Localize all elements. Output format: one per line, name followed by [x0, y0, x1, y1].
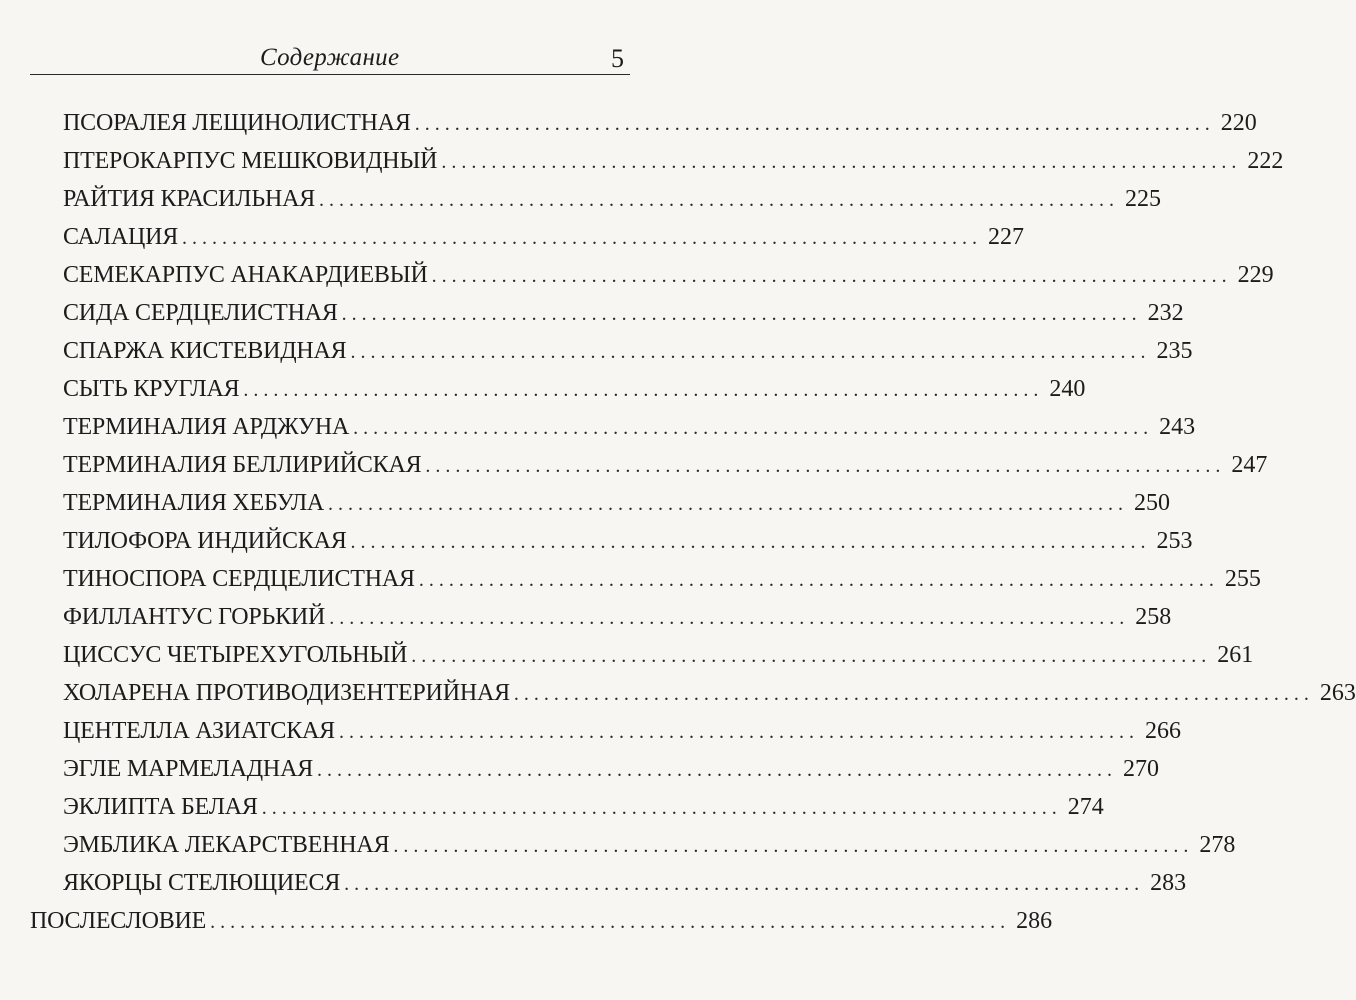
- dot-leader: ................................................................................: [353, 417, 1154, 439]
- toc-entry: [63, 370, 1086, 408]
- toc-entry: [63, 750, 1160, 788]
- toc-entry-page: 225: [1125, 186, 1162, 212]
- dot-leader: ................................................................................: [414, 113, 1215, 135]
- toc-entry: [63, 826, 1236, 864]
- toc-entry-page: 240: [1049, 376, 1086, 402]
- toc-entry: [63, 864, 1187, 902]
- toc-entry-page: 278: [1199, 832, 1236, 858]
- toc-entry: [63, 560, 1261, 598]
- toc-entry-title: ПОСЛЕСЛОВИЕ: [30, 908, 207, 934]
- toc-entry: [63, 180, 1162, 218]
- toc-entry: [63, 104, 1257, 142]
- dot-leader: ................................................................................: [350, 341, 1151, 363]
- dot-leader: ................................................................................: [338, 721, 1139, 743]
- toc-entry-page: 261: [1217, 642, 1254, 668]
- dot-leader: ................................................................................: [328, 493, 1129, 515]
- toc-entry-title: ЦИССУС ЧЕТЫРЕХУГОЛЬНЫЙ: [63, 642, 408, 668]
- toc-entry-page: 266: [1144, 718, 1181, 744]
- toc-entry-page: 255: [1224, 566, 1261, 592]
- dot-leader: ................................................................................: [329, 607, 1130, 629]
- toc-entry-title: САЛАЦИЯ: [63, 224, 179, 250]
- page-title: Содержание: [260, 44, 400, 71]
- dot-leader: ................................................................................: [261, 797, 1062, 819]
- toc-entry-page: 253: [1156, 528, 1193, 554]
- dot-leader: ................................................................................: [513, 683, 1314, 705]
- toc-entry-page: 222: [1247, 148, 1284, 174]
- toc-entry-title: СИДА СЕРДЦЕЛИСТНАЯ: [63, 300, 338, 326]
- toc-entry-page: 220: [1220, 110, 1257, 136]
- toc-entry: [63, 218, 1025, 256]
- toc-entry-page: 270: [1123, 756, 1160, 782]
- toc-entry-title: ЭМБЛИКА ЛЕКАРСТВЕННАЯ: [63, 832, 390, 858]
- toc-entry: [63, 294, 1184, 332]
- toc-entry-page: 227: [988, 224, 1025, 250]
- dot-leader: ................................................................................: [319, 189, 1120, 211]
- page-header: [30, 38, 630, 75]
- dot-leader: ................................................................................: [425, 455, 1226, 477]
- toc-entry-page: 229: [1237, 262, 1274, 288]
- dot-leader: ................................................................................: [411, 645, 1212, 667]
- toc-entry-page: 258: [1135, 604, 1172, 630]
- toc-entry-title: ЭКЛИПТА БЕЛАЯ: [63, 794, 258, 820]
- dot-leader: ................................................................................: [182, 227, 983, 249]
- toc-entry: [63, 674, 1356, 712]
- dot-leader: ................................................................................: [418, 569, 1219, 591]
- toc-entry-title: ТИЛОФОРА ИНДИЙСКАЯ: [63, 528, 347, 554]
- dot-leader: ................................................................................: [210, 911, 1011, 933]
- toc-entry: [63, 598, 1172, 636]
- toc-entry-title: ПТЕРОКАРПУС МЕШКОВИДНЫЙ: [63, 148, 438, 174]
- toc-entry-title: ЭГЛЕ МАРМЕЛАДНАЯ: [63, 756, 314, 782]
- toc-entry-title: ХОЛАРЕНА ПРОТИВОДИЗЕНТЕРИЙНАЯ: [63, 680, 510, 706]
- toc-entry: [63, 332, 1193, 370]
- toc-entry-title: ЦЕНТЕЛЛА АЗИАТСКАЯ: [63, 718, 335, 744]
- toc-entry-title: СПАРЖА КИСТЕВИДНАЯ: [63, 338, 347, 364]
- toc-entry-title: РАЙТИЯ КРАСИЛЬНАЯ: [63, 186, 316, 212]
- dot-leader: ................................................................................: [341, 303, 1142, 325]
- toc-entry-page: 235: [1156, 338, 1193, 364]
- toc-entry-title: ТЕРМИНАЛИЯ ХЕБУЛА: [63, 490, 325, 516]
- toc-entry: [63, 256, 1274, 294]
- dot-leader: ................................................................................: [317, 759, 1118, 781]
- toc-entry-title: ПСОРАЛЕЯ ЛЕЩИНОЛИСТНАЯ: [63, 110, 411, 136]
- toc-entry-page: 263: [1319, 680, 1356, 706]
- toc-entry-title: СЕМЕКАРПУС АНАКАРДИЕВЫЙ: [63, 262, 428, 288]
- toc-entry: [63, 522, 1193, 560]
- toc-entry-title: СЫТЬ КРУГЛАЯ: [63, 376, 240, 402]
- toc-entry-page: 247: [1231, 452, 1268, 478]
- toc-entry-page: 283: [1150, 870, 1187, 896]
- toc-entry: [63, 408, 1196, 446]
- dot-leader: ................................................................................: [243, 379, 1044, 401]
- dot-leader: ................................................................................: [350, 531, 1151, 553]
- toc-entry-title: ТЕРМИНАЛИЯ БЕЛЛИРИЙСКАЯ: [63, 452, 422, 478]
- toc-entry: [63, 636, 1254, 674]
- toc-entry-page: 250: [1134, 490, 1171, 516]
- page-number: 5: [611, 44, 624, 73]
- toc-entry: [63, 712, 1181, 750]
- toc-entry-title: ТЕРМИНАЛИЯ АРДЖУНА: [63, 414, 350, 440]
- toc-entry: [30, 902, 1053, 940]
- toc-entry-page: 243: [1159, 414, 1196, 440]
- toc-entry-title: ЯКОРЦЫ СТЕЛЮЩИЕСЯ: [63, 870, 341, 896]
- toc-entry-page: 274: [1067, 794, 1104, 820]
- toc-entry-title: ТИНОСПОРА СЕРДЦЕЛИСТНАЯ: [63, 566, 415, 592]
- toc-entry-title: ФИЛЛАНТУС ГОРЬКИЙ: [63, 604, 326, 630]
- toc-entry-page: 232: [1147, 300, 1184, 326]
- toc-entry: [63, 788, 1104, 826]
- dot-leader: ................................................................................: [431, 265, 1232, 287]
- dot-leader: ................................................................................: [344, 873, 1145, 895]
- dot-leader: ................................................................................: [393, 835, 1194, 857]
- toc-entry: [63, 484, 1171, 522]
- toc-entry: [63, 446, 1268, 484]
- toc-entry: [63, 142, 1284, 180]
- toc-entry-page: 286: [1016, 908, 1053, 934]
- dot-leader: ................................................................................: [441, 151, 1242, 173]
